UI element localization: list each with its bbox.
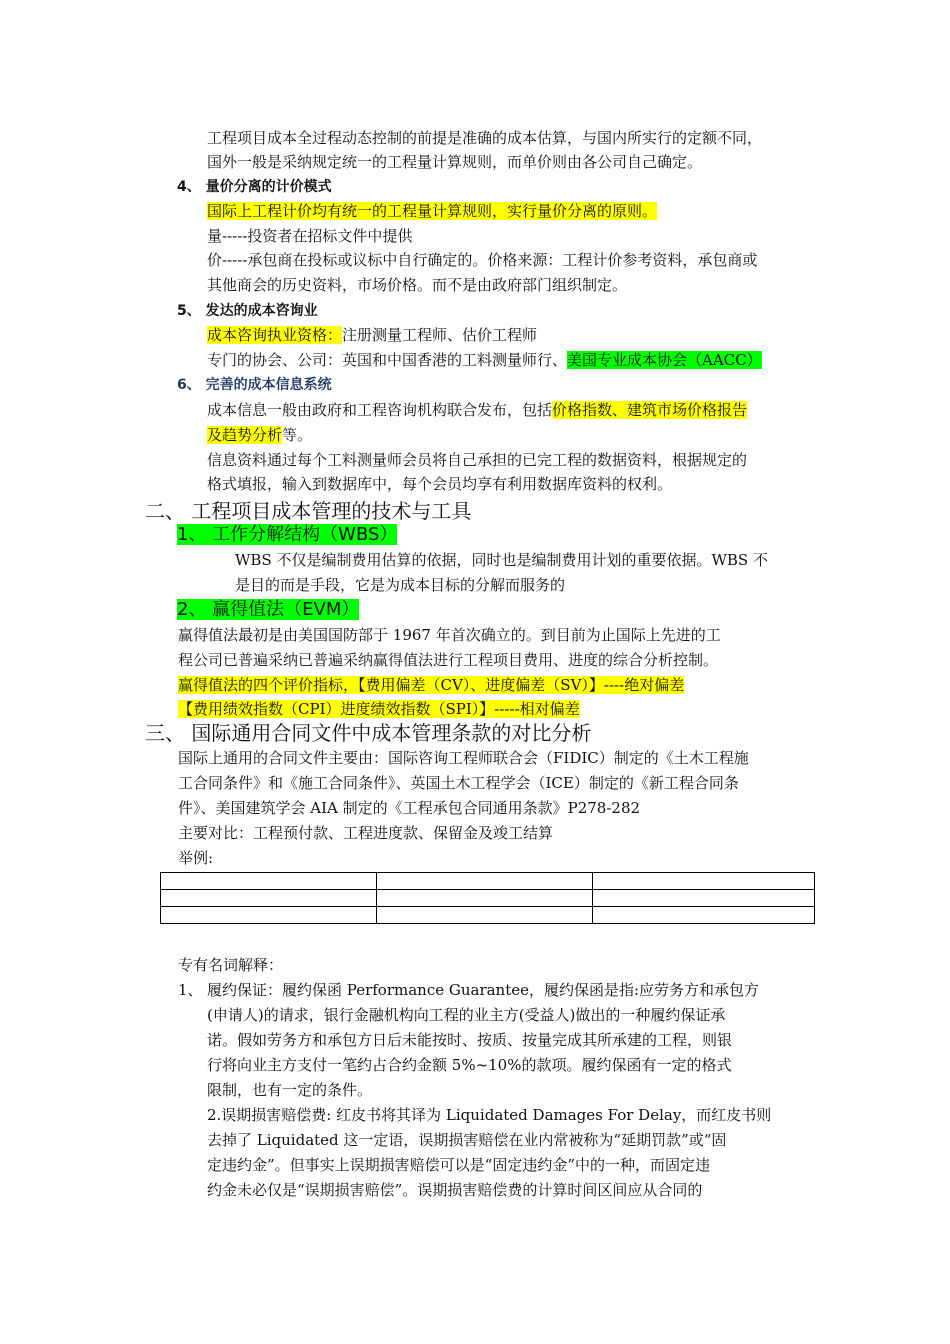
highlight-green: 1、 工作分解结构（WBS） [177,524,398,545]
term-2-line: 约金未必仅是“误期损害赔偿”。误期损害赔偿费的计算时间区间应从合同的 [207,1181,703,1199]
evm-heading [177,598,359,622]
sec3-line: 工合同条件》和《施工合同条件》、英国土木工程学会（ICE）制定的《新工程合同条 [178,774,739,792]
table-row [161,890,815,907]
table-cell [593,873,815,890]
wbs-line: 是目的而是手段，它是为成本目标的分解而服务的 [235,576,566,594]
table-cell [593,890,815,907]
term-2-line: 定违约金”。但事实上误期损害赔偿可以是“固定违约金”中的一种，而固定违 [207,1156,711,1174]
evm-line [178,675,684,695]
section-3-title: 三、 国际通用合同文件中成本管理条款的对比分析 [145,721,592,745]
highlight-yellow: 【费用绩效指数（CPI）进度绩效指数（SPI）】-----相对偏差 [178,700,580,718]
section-2-title: 二、 工程项目成本管理的技术与工具 [145,499,472,523]
s5-line [207,350,762,370]
example-table [160,872,815,924]
term-1-line: 行将向业主方支付一笔约占合约金额 5%~10%的款项。履约保函有一定的格式 [207,1056,732,1074]
sec3-line: 国际上通用的合同文件主要由：国际咨询工程师联合会（FIDIC）制定的《土木工程施 [178,749,749,767]
heading-4: 4、 量价分离的计价模式 [177,179,332,195]
table-row [161,907,815,924]
highlight-green: 2、 赢得值法（EVM） [177,599,360,620]
para-intro-line: 工程项目成本全过程动态控制的前提是准确的成本估算，与国内所实行的定额不同， [207,129,763,147]
term-1-line: (申请人)的请求，银行金融机构向工程的业主方(受益人)做出的一种履约保证承 [207,1006,726,1024]
table-cell [161,907,377,924]
heading-5: 5、 发达的成本咨询业 [177,303,318,319]
highlight-yellow: 价格指数、建筑市场价格报告 [552,401,748,419]
text: 注册测量工程师、估价工程师 [342,326,538,344]
sec3-line: 件》、美国建筑学会 AIA 制定的《工程承包合同通用条款》P278-282 [178,799,641,817]
text: 成本信息一般由政府和工程咨询机构联合发布，包括 [207,401,553,419]
highlight-yellow: 及趋势分析 [207,426,283,444]
term-1-line: 诺。假如劳务方和承包方日后未能按时、按质、按量完成其所承建的工程，则银 [207,1031,733,1049]
term-1-number: 1、 [178,981,203,999]
s6-line: 信息资料通过每个工料测量师会员将自己承担的已完工程的数据资料，根据规定的 [207,451,748,469]
s5-line [207,325,537,345]
table-cell [377,890,593,907]
text: 等。 [282,426,313,444]
s4-highlight-line [207,201,657,221]
text: 专门的协会、公司：英国和中国香港的工料测量师行、 [207,351,568,369]
highlight-yellow: 赢得值法的四个评价指标，【费用偏差（CV）、进度偏差（SV）】----绝对偏差 [178,676,685,694]
term-2-line: 去掉了 Liquidated 这一定语，误期损害赔偿在业内常被称为“延期罚款”或“固 [207,1131,727,1149]
table-cell [593,907,815,924]
wbs-line: WBS 不仅是编制费用估算的依据，同时也是编制费用计划的重要依据。WBS 不 [235,551,768,569]
highlight-yellow: 国际上工程计价均有统一的工程量计算规则，实行量价分离的原则。 [207,202,658,220]
s6-line: 格式填报，输入到数据库中，每个会员均享有利用数据库资料的权利。 [207,475,673,493]
table-cell [377,873,593,890]
s4-line: 价-----承包商在投标或议标中自行确定的。价格来源：工程计价参考资料，承包商或 [207,251,758,269]
term-1-line: 履约保证：履约保函 Performance Guarantee，履约保函是指:应劳务方和承包方 [207,981,760,999]
highlight-green: 美国专业成本协会（AACC） [567,351,762,369]
highlight-yellow: 成本咨询执业资格： [207,326,343,344]
evm-line [178,699,580,719]
terms-title: 专有名词解释： [178,956,284,974]
term-1-line: 限制，也有一定的条件。 [207,1081,373,1099]
s4-line: 其他商会的历史资料，市场价格。而不是由政府部门组织制定。 [207,276,628,294]
sec3-line: 举例: [178,849,214,867]
evm-line: 赢得值法最初是由美国国防部于 1967 年首次确立的。到目前为止国际上先进的工 [178,626,721,644]
heading-6: 6、 完善的成本信息系统 [177,377,332,393]
table-row [161,873,815,890]
s6-line [207,400,747,420]
evm-line: 程公司已普遍采纳已普遍采纳赢得值法进行工程项目费用、进度的综合分析控制。 [178,651,719,669]
wbs-heading [177,523,397,547]
s4-line: 量-----投资者在招标文件中提供 [207,227,413,245]
table-cell [161,873,377,890]
para-intro-line: 国外一般是采纳规定统一的工程量计算规则，而单价则由各公司自己确定。 [207,153,703,171]
s6-line [207,425,312,445]
sec3-line: 主要对比：工程预付款、工程进度款、保留金及竣工结算 [178,824,554,842]
table-cell [161,890,377,907]
term-2-line: 2.误期损害赔偿费: 红皮书将其译为 Liquidated Damages For Delay，而红皮书则 [207,1106,772,1124]
table-cell [377,907,593,924]
